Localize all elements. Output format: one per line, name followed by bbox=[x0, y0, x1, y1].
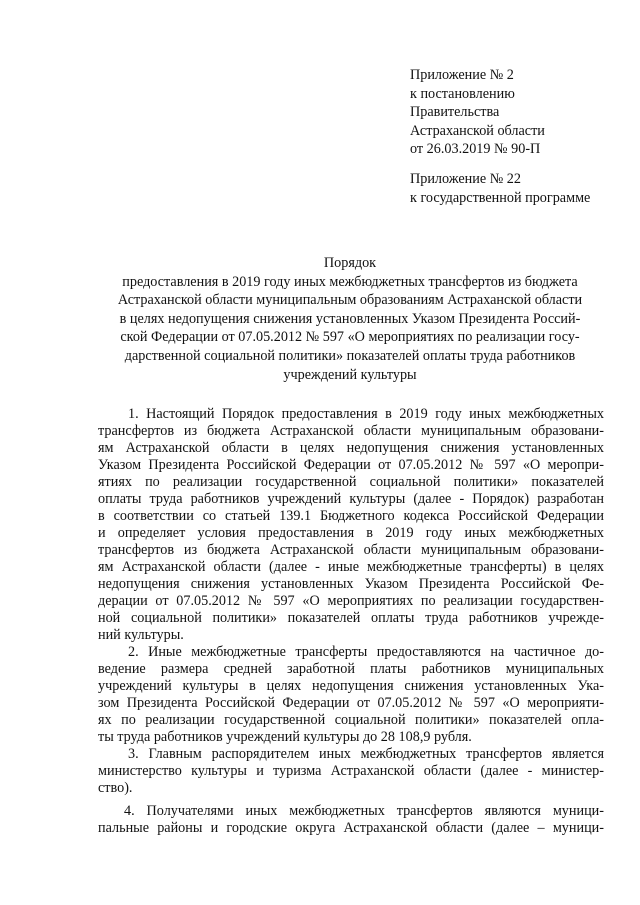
paragraph-line: трансфертов из бюджета Астраханской области муниципальным образовани- bbox=[98, 423, 604, 439]
document-title bbox=[80, 254, 620, 384]
paragraph-3 bbox=[98, 746, 604, 797]
paragraph-line: пальные районы и городские округа Астраханской области (далее – муници- bbox=[98, 820, 604, 836]
attachment-header-resolution bbox=[410, 66, 545, 159]
paragraph-line: дерации от 07.05.2012 № 597 «О мероприятиях по реализации государствен- bbox=[98, 593, 604, 609]
attachment-line: к постановлению bbox=[410, 85, 515, 102]
paragraph-line: ство). bbox=[98, 780, 133, 796]
attachment-line: к государственной программе bbox=[410, 189, 591, 206]
paragraph-line: ты труда работников учреждений культуры до 28 108,9 рубля. bbox=[98, 729, 472, 745]
title-line: в целях недопущения снижения установленных Указом Президента Россий- bbox=[119, 310, 581, 327]
paragraph-line: ятиях по реализации государственной социальной политики» показателей bbox=[98, 474, 604, 490]
attachment-line: Приложение № 2 bbox=[410, 67, 514, 83]
paragraph-line: в соответствии со статьей 139.1 Бюджетного кодекса Российской Федерации bbox=[98, 508, 604, 524]
attachment-line: Правительства bbox=[410, 104, 500, 121]
paragraph-line: ной социальной политики» показателей оплаты труда работников учрежде- bbox=[98, 610, 604, 626]
paragraph-line: трансфертов из бюджета Астраханской области муниципальным образовани- bbox=[98, 542, 604, 558]
title-line: дарственной социальной политики» показателей оплаты труда работников bbox=[124, 347, 576, 364]
document-body bbox=[98, 406, 604, 837]
paragraph-line: и определяет условия предоставления в 2019 году иных межбюджетных bbox=[98, 525, 604, 541]
paragraph-line: 3. Главным распорядителем иных межбюджетных трансфертов является bbox=[128, 746, 604, 762]
attachment-line: Астраханской области bbox=[410, 122, 545, 139]
title-line: Астраханской области муниципальным образованиям Астраханской области bbox=[117, 292, 583, 309]
paragraph-line: учреждений культуры в целях недопущения снижения установленных Ука- bbox=[98, 678, 604, 694]
paragraph-line: 2. Иные межбюджетные трансферты предоставляются на частичное до- bbox=[128, 644, 604, 660]
attachment-header-program bbox=[410, 170, 590, 207]
paragraph-line: ям Астраханской области (далее - иные межбюджетные трансферты) в целях bbox=[98, 559, 604, 575]
paragraph-line: ях по реализации государственной социальной политики» показателей опла- bbox=[98, 712, 604, 728]
paragraph-4 bbox=[98, 803, 604, 837]
title-line: учреждений культуры bbox=[283, 366, 417, 383]
paragraph-line: оплаты труда работников учреждений культуры (далее - Порядок) разработан bbox=[98, 491, 604, 507]
attachment-line: от 26.03.2019 № 90-П bbox=[410, 141, 541, 158]
title-heading: Порядок bbox=[323, 255, 377, 271]
title-line: ской Федерации от 07.05.2012 № 597 «О мероприятиях по реализации госу- bbox=[120, 329, 580, 346]
paragraph-line: ний культуры. bbox=[98, 627, 184, 643]
paragraph-line: министерство культуры и туризма Астраханской области (далее - министер- bbox=[98, 763, 604, 779]
paragraph-line: 4. Получателями иных межбюджетных трансфертов являются муници- bbox=[124, 803, 604, 819]
paragraph-line: ведение размера средней заработной платы работников муниципальных bbox=[98, 661, 604, 677]
attachment-line: Приложение № 22 bbox=[410, 171, 521, 187]
title-line: предоставления в 2019 году иных межбюджетных трансфертов из бюджета bbox=[122, 273, 578, 290]
paragraph-line: 1. Настоящий Порядок предоставления в 2019 году иных межбюджетных bbox=[128, 406, 604, 422]
paragraph-line: ям Астраханской области в целях недопущения снижения установленных bbox=[98, 440, 604, 456]
paragraph-line: недопущения снижения установленных Указом Президента Российской Фе- bbox=[98, 576, 604, 592]
paragraph-line: Указом Президента Российской Федерации от 07.05.2012 № 597 «О меропри- bbox=[98, 457, 604, 473]
paragraph-line: зом Президента Российской Федерации от 07.05.2012 № 597 «О мероприяти- bbox=[98, 695, 604, 711]
paragraph-2 bbox=[98, 644, 604, 746]
paragraph-1 bbox=[98, 406, 604, 644]
